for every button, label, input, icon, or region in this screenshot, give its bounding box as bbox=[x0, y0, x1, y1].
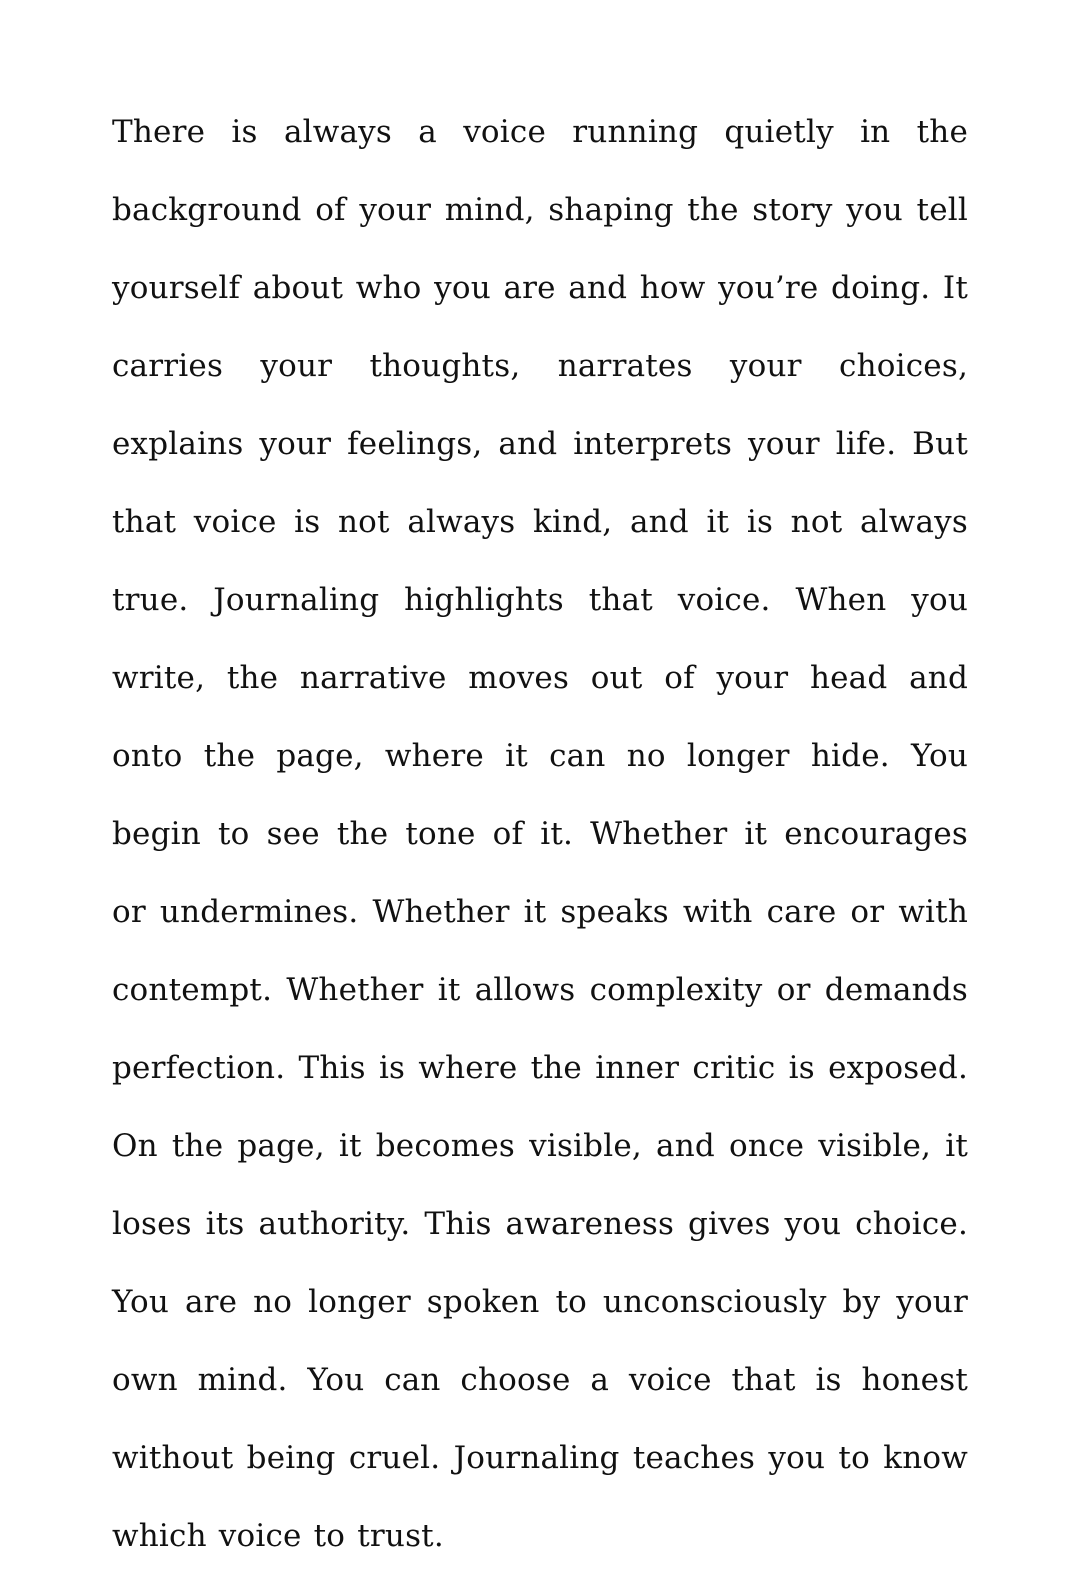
handwritten-page bbox=[112, 93, 968, 1575]
journal-paragraph: There is always a voice running quietly in the background of your mind, shaping the story you tell yourself about who you are and how you’re doing. It carries your thoughts, narrates your choices, explains your feelings, and interprets your life. But that voice is not always kind, and it is not always true. Journaling highlights that voice. When you write, the narrative moves out of your head and onto the page, where it can no longer hide. You begin to see the tone of it. Whether it encourages or undermines. Whether it speaks with care or with contempt. Whether it allows complexity or demands perfection. This is where the inner critic is exposed. On the page, it becomes visible, and once visible, it loses its authority. This awareness gives you choice. You are no longer spoken to unconsciously by your own mind. You can choose a voice that is honest without being cruel. Journaling teaches you to know which voice to trust. bbox=[112, 114, 968, 1554]
